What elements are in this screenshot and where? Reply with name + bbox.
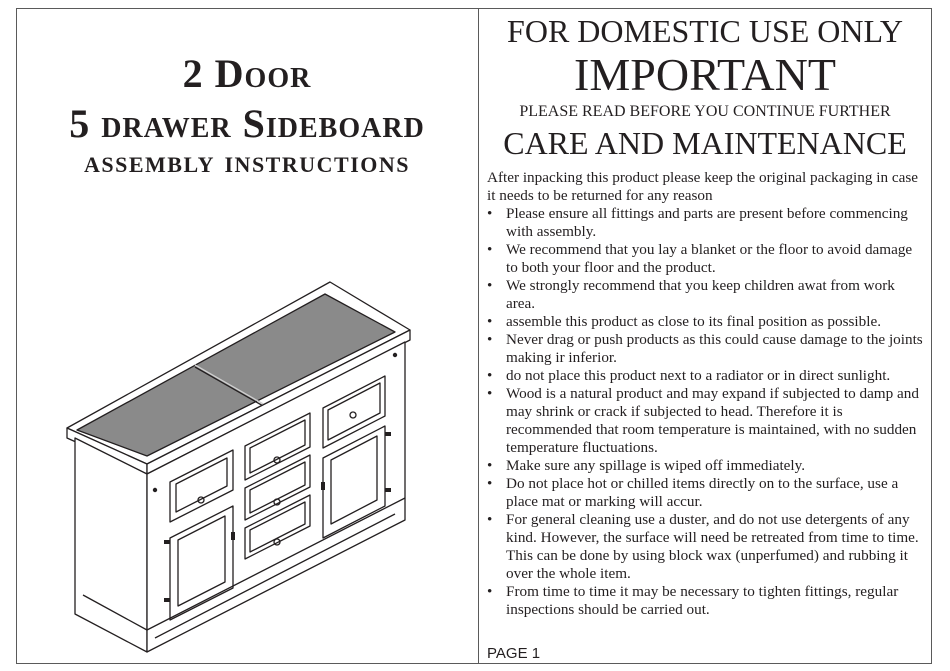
domestic-use-heading: FOR DOMESTIC USE ONLY [507, 13, 903, 49]
sideboard-illustration [55, 270, 425, 660]
care-item: • Do not place hot or chilled items directly on to the surface, use a place mat or marking will accur. [487, 475, 927, 511]
care-item: • do not place this product next to a radiator or in direct sunlight. [487, 367, 927, 385]
intro-paragraph: After inpacking this product please keep the original packaging in case it needs to be returned for any reason [487, 169, 919, 204]
center-divider [478, 8, 479, 664]
care-item: • Please ensure all fittings and parts are present before commencing with assembly. [487, 205, 927, 241]
care-maintenance-heading: CARE AND MAINTENANCE [503, 125, 907, 161]
care-item: • For general cleaning use a duster, and do not use detergents of any kind. However, the surface will need be retreated from time to time. This can be done by using block wax (unperfumed) and rubbing it over the whole item. [487, 511, 927, 583]
care-item: • Never drag or push products as this could cause damage to the joints making ir inferior. [487, 331, 927, 367]
care-item: • Make sure any spillage is wiped off immediately. [487, 457, 927, 475]
page-number: PAGE 1 [487, 645, 541, 662]
care-item: • We strongly recommend that you keep children awat from work area. [487, 277, 927, 313]
care-item: • From time to time it may be necessary to tighten fittings, regular inspections should be carried out. [487, 583, 927, 619]
care-item: • assemble this product as close to its final position as possible. [487, 313, 927, 331]
read-before-subheading: PLEASE READ BEFORE YOU CONTINUE FURTHER [519, 103, 891, 120]
care-list [487, 205, 927, 619]
title-line-2: 5 drawer Sideboard [69, 101, 425, 146]
title-line-1: 2 Door [182, 51, 312, 96]
important-heading: IMPORTANT [574, 49, 836, 100]
care-item: • Wood is a natural product and may expand if subjected to damp and may shrink or crack if subjected to head. Therefore it is recommended that room temperature is maintained, with no sudden temperature fluctuations. [487, 385, 927, 457]
care-instructions [487, 169, 927, 619]
care-item: • We recommend that you lay a blanket or the floor to avoid damage to both your floor and the product. [487, 241, 927, 277]
title-line-3: assembly instructions [83, 143, 410, 179]
